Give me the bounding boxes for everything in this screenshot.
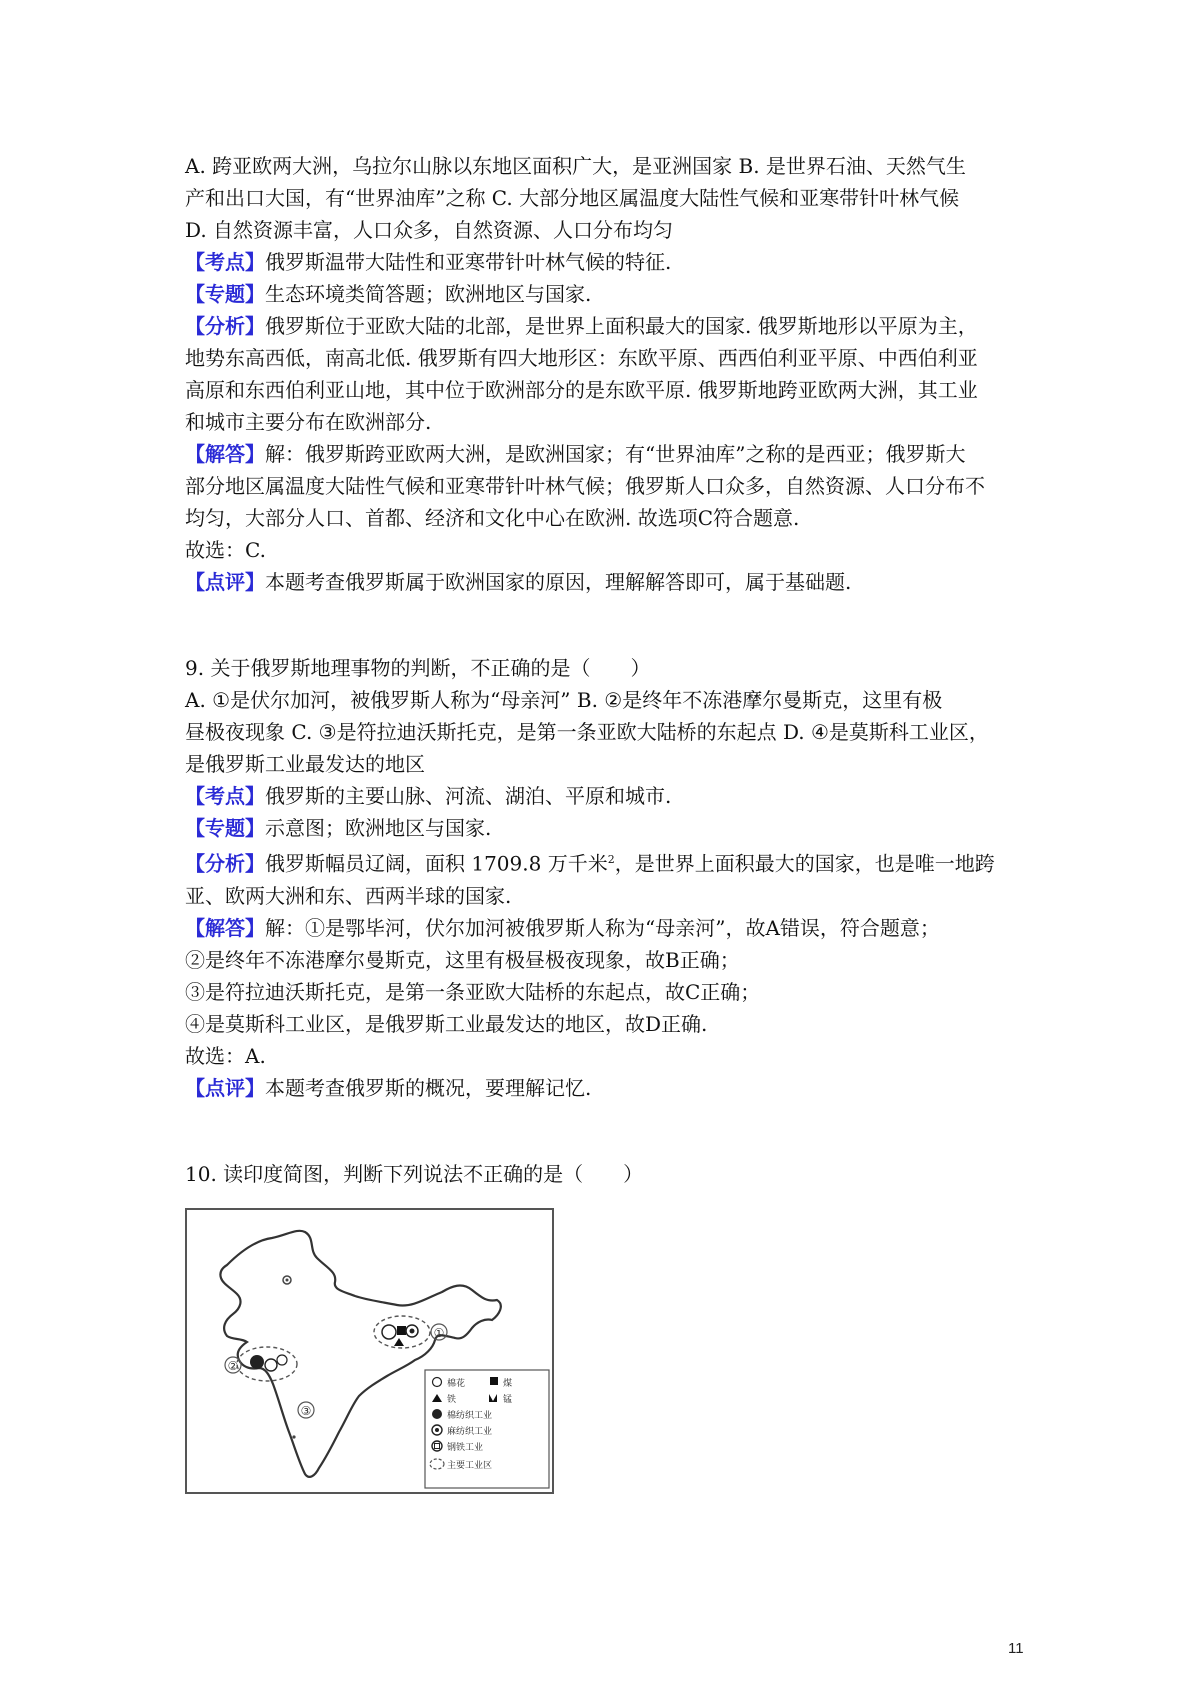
q9-kaodian: [185, 780, 1035, 812]
q9-jieda-line3: ③是符拉迪沃斯托克，是第一条亚欧大陆桥的东起点，故C正确；: [185, 979, 761, 1004]
cotton-symbol: [277, 1355, 287, 1365]
q8-answer: 故选：C.: [185, 538, 266, 562]
region3-label: ③: [300, 1404, 312, 1418]
legend-cotton-textile-label: 棉纺织工业: [447, 1411, 493, 1421]
dianping-tag: 【点评】: [185, 570, 265, 594]
india-map-figure: [185, 1208, 554, 1494]
q9-options-line3: 是俄罗斯工业最发达的地区: [185, 752, 425, 776]
dianping-text: 本题考查俄罗斯属于欧洲国家的原因，理解解答即可，属于基础题.: [265, 570, 852, 594]
legend-cotton-label: 棉花: [447, 1379, 466, 1389]
q8-jieda-line2: 部分地区属温度大陆性气候和亚寒带针叶林气候；俄罗斯人口众多，自然资源、人口分布不: [185, 474, 985, 498]
jieda-text-1: 解：俄罗斯跨亚欧两大洲，是欧洲国家；有“世界油库”之称的是西亚；俄罗斯大: [265, 442, 966, 466]
cotton-symbol: [265, 1359, 277, 1371]
q8-dianping: [185, 566, 1035, 598]
q9-jieda-line2: ②是终年不冻港摩尔曼斯克，这里有极昼极夜现象，故B正确；: [185, 947, 740, 972]
legend-steel-label: 钢铁工业: [447, 1443, 484, 1453]
iron-symbol: [394, 1338, 404, 1346]
zhuanti-text: 生态环境类简答题；欧洲地区与国家.: [265, 282, 592, 306]
steel-symbol-core: [410, 1329, 415, 1334]
kaodian-text: 俄罗斯的主要山脉、河流、湖泊、平原和城市.: [265, 784, 672, 808]
q8-options-line3: D. 自然资源丰富，人口众多，自然资源、人口分布均匀: [185, 218, 674, 242]
page-content: [185, 150, 1035, 1190]
q8-fenxi-line4: 和城市主要分布在欧洲部分.: [185, 410, 432, 434]
city-dot: [286, 1279, 289, 1282]
fenxi-tag: 【分析】: [185, 314, 265, 338]
q8-zhuanti: [185, 278, 1035, 310]
coal-symbol: [397, 1326, 406, 1335]
q9-fenxi: [185, 844, 1035, 880]
kaodian-tag: 【考点】: [185, 784, 265, 808]
q8-jieda: [185, 438, 1035, 470]
q9-jieda: [185, 912, 1035, 944]
zhuanti-text: 示意图；欧洲地区与国家.: [265, 816, 492, 840]
page-number: 11: [1008, 1640, 1024, 1657]
q8-fenxi-line2: 地势东高西低，南高北低. 俄罗斯有四大地形区：东欧平原、西西伯利亚平原、中西伯利亚: [185, 346, 978, 370]
q8-jieda-line3: 均匀，大部分人口、首都、经济和文化中心在欧洲. 故选项C符合题意.: [185, 506, 800, 530]
q8-kaodian: [185, 246, 1035, 278]
industrial-area-region2: [237, 1347, 297, 1381]
q8-fenxi: [185, 310, 1035, 342]
q9-stem: 9. 关于俄罗斯地理事物的判断，不正确的是（ ）: [185, 656, 651, 680]
map-legend: [425, 1370, 549, 1488]
kaodian-tag: 【考点】: [185, 250, 265, 274]
cotton-textile-symbol: [382, 1325, 396, 1339]
fenxi-text-1: 俄罗斯位于亚欧大陆的北部，是世界上面积最大的国家. 俄罗斯地形以平原为主，: [265, 314, 978, 338]
q8-fenxi-line3: 高原和东西伯利亚山地，其中位于欧洲部分的是东欧平原. 俄罗斯地跨亚欧两大洲，其工业: [185, 378, 978, 402]
legend-coal-label: 煤: [503, 1379, 513, 1389]
india-map: [187, 1210, 552, 1492]
q9-zhuanti: [185, 812, 1035, 844]
zhuanti-tag: 【专题】: [185, 282, 265, 306]
cotton-textile-symbol: [250, 1355, 264, 1369]
dianping-tag: 【点评】: [185, 1075, 265, 1100]
legend-iron-label: 铁: [447, 1395, 457, 1405]
legend-jute-textile-core: [435, 1428, 439, 1432]
q9-options-line1: A. ①是伏尔加河，被俄罗斯人称为“母亲河” B. ②是终年不冻港摩尔曼斯克，这里有极: [185, 688, 943, 712]
q9-options-line2: 昼极夜现象 C. ③是符拉迪沃斯托克，是第一条亚欧大陆桥的东起点 D. ④是莫斯科工业区，: [185, 720, 989, 744]
region2-label: ②: [227, 1359, 239, 1373]
legend-coal-icon: [490, 1377, 498, 1385]
jieda-tag: 【解答】: [185, 442, 265, 466]
legend-industrial-area-label: 主要工业区: [447, 1461, 493, 1471]
q9-fenxi-line2: 亚、欧两大洲和东、西两半球的国家.: [185, 883, 512, 908]
q10-stem: 10. 读印度简图，判断下列说法不正确的是（ ）: [185, 1161, 644, 1186]
region1-label: ①: [433, 1326, 445, 1340]
jieda-tag: 【解答】: [185, 915, 265, 940]
fenxi-text-1a: 俄罗斯幅员辽阔，面积 1709.8 万千米: [265, 851, 608, 876]
q9-jieda-line4: ④是莫斯科工业区，是俄罗斯工业最发达的地区，故D正确.: [185, 1011, 708, 1036]
kaodian-text: 俄罗斯温带大陆性和亚寒带针叶林气候的特征.: [265, 250, 672, 274]
jieda-text-1: 解：①是鄂毕河，伏尔加河被俄罗斯人称为“母亲河”，故A错误，符合题意；: [265, 915, 940, 940]
fenxi-text-1b: ，是世界上面积最大的国家，也是唯一地跨: [614, 851, 995, 876]
q8-options-line1: A. 跨亚欧两大洲，乌拉尔山脉以东地区面积广大，是亚洲国家 B. 是世界石油、天然气生: [185, 154, 966, 178]
zhuanti-tag: 【专题】: [185, 816, 265, 840]
legend-jute-textile-label: 麻纺织工业: [447, 1427, 493, 1437]
fenxi-tag: 【分析】: [185, 851, 265, 876]
dianping-text: 本题考查俄罗斯的概况，要理解记忆.: [265, 1075, 592, 1100]
q9-answer: 故选：A.: [185, 1043, 266, 1068]
superscript-2: 2: [607, 853, 615, 866]
legend-manganese-label: 锰: [503, 1395, 513, 1405]
city-dot: [292, 1435, 295, 1438]
q8-options-line2: 产和出口大国，有“世界油库”之称 C. 大部分地区属温度大陆性气候和亚寒带针叶林气候: [185, 186, 960, 210]
q9-dianping: [185, 1072, 1035, 1104]
legend-cotton-textile-icon: [432, 1409, 442, 1419]
